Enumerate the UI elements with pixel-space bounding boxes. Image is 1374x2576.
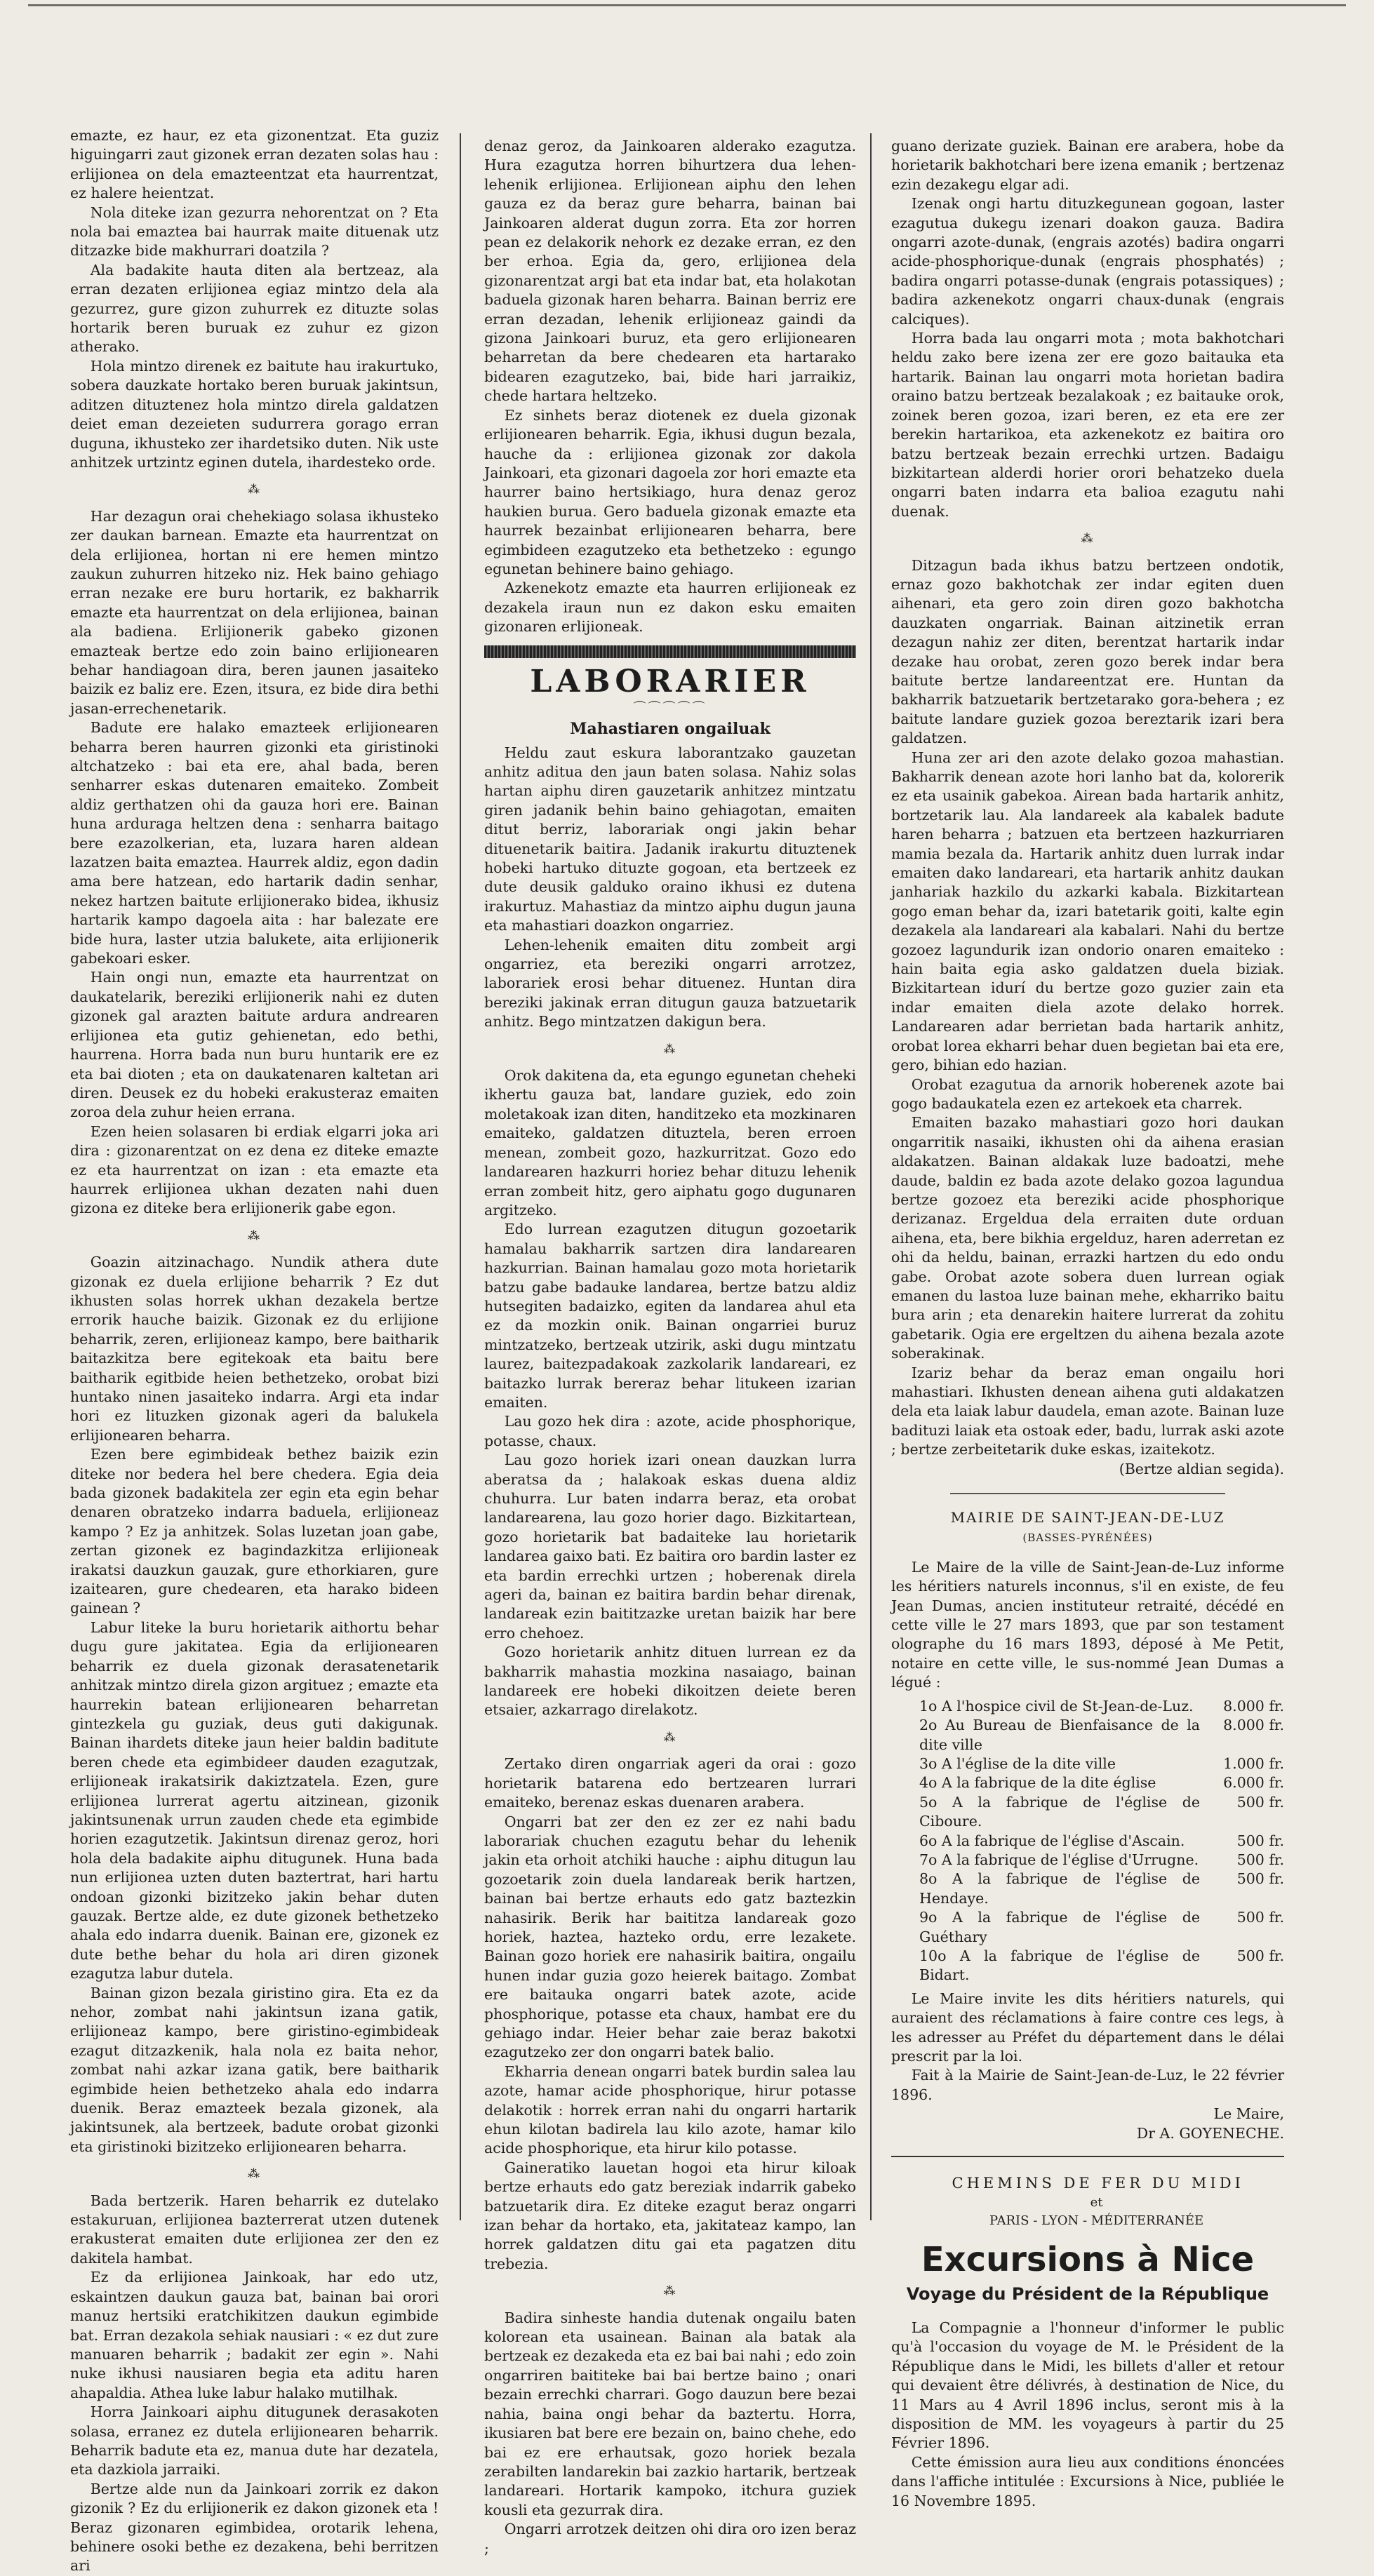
paragraph: Heldu zaut eskura laborantzako gauzetan anhitz aditua den jaun baten solasa. Nahiz solas hartan aiphu diren gauzetarik anhitzez mintzatu giren jadanik behin baino gehiagotan, emaiten ditut berriz, laborariak ongi jakin behar dituenetarik baitira. Jadanik irakurtu dituztenek hobeki hartuko dituzte gogoan, eta bertzeek ez dute deusik galduko oraino ikhusi ez dutena irakurtuz. Mahastiaz da mintzo aiphu dugun jauna eta mahastiari doazkon ongarriez. bbox=[484, 744, 856, 934]
paragraph: Bainan gizon bezala giristino gira. Eta ez da nehor, zombat nahi jakintsun izana gatik, erlijioneaz kampo, bere giristino-egimbideak ezagut ditzazkenik, hala nola ez baita nehor, zombat nahi azkar izana gatik, bere baitharik egimbide heien bethetzeko ahala edo indarra duenik. Beraz emazteek bezala gizonek, ala jakintsunek, ala bertzeek, badute orobat gizonki eta giristinoki bizitzeko erlijionearen beharra. bbox=[70, 1984, 439, 2155]
railway-title-2: PARIS - LYON - MÉDITERRANÉE bbox=[989, 2213, 1204, 2229]
paragraph: Huna zer ari den azote delako gozoa mahastian. Bakharrik denean azote hori lanho bat da, kolorerik ez eta usainik gabekoa. Airean bada hartarik anhitz, bortzetarik lau. Ala landareek ala kabalek badute haren beharra ; batzuen eta bertzeen hazkurriaren mamia bezala da. Hartarik anhitz duen lurrak indar emaiten dako landareari, eta hartarik anhitz daukan janhariak hazkilo du azkarki kabala. Bizkitartean gogo eman behar da, izari batetarik goiti, kalte egin dezakela ala landareari ala kabalari. Nahi du bertze gozoez lagundurik izan ondorio onaren emaiteko : hain baita egia asko galdatzen duela biziak. Bizkitartean idurí du bertze gozo guzier zain eta indar emaiten diela azote delako horrek. Landarearen adar berrietan bada hartarik anhitz, orobat lorea ekharri behar duen begietan bai eta ere, gero, bihian edo hazian. bbox=[891, 749, 1284, 1074]
column-1 bbox=[70, 126, 439, 2575]
bequest-amount: 500 fr. bbox=[1236, 1947, 1284, 1964]
paragraph: Gaineratiko lauetan hogoi eta hirur kiloak bertze erhauts edo gatz bereziak indarrik gabeko batzuetarik dira. Ez diteke ezagut beraz ongarri izan behar da hortako, eta, jakitateaz kampo, lan horrek galdatzen ditu gai eta pagatzen ditu trebezia. bbox=[484, 2159, 856, 2272]
paragraph: Fait à la Mairie de Saint-Jean-de-Luz, le 22 février 1896. bbox=[891, 2067, 1284, 2103]
section-separator-stars: ⁂ bbox=[663, 1042, 677, 1056]
paragraph: Nola diteke izan gezurra nehorentzat on ? Eta nola bai emaztea bai haurrak maite dituenak utz ditzazke bide makhurrari doatzila ? bbox=[70, 203, 439, 260]
paragraph: Orobat ezagutua da arnorik hoberenek azote bai gogo badaukatela ezen ez artekoek eta charrek. bbox=[891, 1075, 1284, 1112]
bequest-amount: 6.000 fr. bbox=[1223, 1774, 1284, 1792]
paragraph: Ala badakite hauta diten ala bertzeaz, ala erran dezaten erlijionea egiaz mintzo dela ala gezurrez, gure gizon zuhurrek ez dituzte solas hortarik beren buruak ez zuhur ez gizon atherako. bbox=[70, 261, 439, 356]
section-separator-stars: ⁂ bbox=[663, 2284, 677, 2299]
bequest-label: 8o A la fabrique de l'église de Hendaye. bbox=[919, 1870, 1200, 1907]
notice-title: MAIRIE DE SAINT-JEAN-DE-LUZ bbox=[950, 1509, 1225, 1527]
paragraph: Labur liteke la buru horietarik aithortu behar dugu gure jakitatea. Egia da erlijionearen beharrik ez duela gizonak derasatenetarik anhitzak mintzo direla gizon argituez ; emazte eta haurrekin batean erlijionearen beharretan gintezkela gu guziak, deus guti dakigunak. Bainan ihardets diteke jaun heier baldin baditute beren chede eta egimbideer dauden ezagutzak, erlijioneak irakatsirik dakiztzatela. Ezen, gure erlijionea lurrerat agertu aitzinean, gizonik jakintsunenak urrun zauden chede eta egimbide horien ezagutzetik. Jakintsun direnaz geroz, hori hola dela badakite aiphu ditugunek. Huna bada nun erlijionea uzten duten baztertrat, hari hartu ondoan gizonki bizitzeko jakin behar duten gauzak. Bertze alde, ez dute gizonek bethetzeko ahala edo indarra duenik. Bainan ere, gizonek ez dute bethe behar du hola ari diren gizonek ezagutza labur dutela. bbox=[70, 1618, 439, 1983]
paragraph: Edo lurrean ezagutzen ditugun gozoetarik hamalau bakharrik sartzen dira landarearen hazkurrian. Bainan hamalau gozo mota horietarik batzu gabe badauke landarea, bertze batzu aldiz hutsegiten badaizko, egiten da landarea ahul eta ez da mozkin onik. Bainan ongarriei buruz mintzatzeko, bertzeak utzirik, aski dugu mintzatu laurez, baitezpadakoak zazkolarik landareari, ez baitazko lurrak bereraz behar litukeen izarian emaiten. bbox=[484, 1221, 856, 1411]
paragraph: Har dezagun orai chehekiago solasa ikhusteko zer daukan barnean. Emazte eta haurrentzat on dela erlijionea, hortan ni ere hemen mintzo zaukun zuhurren hitzeko niz. Hek baino gehiago erran nezake ere buru hortarik, ez bakharrik emazte eta haurrentzat on dela erlijionea, bainan ala badiena. Erlijionerik gabeko gizonen emazteak bertze edo zoin baino erlijionearen behar handiagoan dira, beren jaunen jasaiteko baizik ez baliz ere. Ezen, itsura, ez bide dira bethi jasan-errechenetarik. bbox=[70, 507, 439, 717]
section-separator-stars: ⁂ bbox=[248, 1228, 261, 1243]
paragraph: Zertako diren ongarriak ageri da orai : gozo horietarik batarena edo bertzearen lurrari emaiteko, berenaz eskas duenaren arabera. bbox=[484, 1755, 856, 1811]
paragraph: Badira sinheste handia dutenak ongailu baten kolorean eta usainean. Bainan ala batak ala bertzeak ez dezakeda eta ez bai bai nahi ; edo zoin ongarriren baititeke bai bai bertze baino ; onari bezain errechki charrari. Gogo dauzun bere bezai nahia, baina ongi behar da baztertu. Horra, ikusiaren bat bere ere bezain on, baino chehe, edo bai ez ere erhautsak, gozo horiek bezala zerabilten landarekin bai zazkio hartarik, bertzeak landareari. Hortarik kampoko, itchura guziek kousli eta gezurrak dira. bbox=[484, 2309, 856, 2518]
bequest-list bbox=[919, 1697, 1284, 1985]
bequest-row bbox=[919, 1908, 1284, 1947]
bequest-row bbox=[919, 1716, 1284, 1755]
bequest-amount: 8.000 fr. bbox=[1223, 1717, 1284, 1734]
paragraph: Le Maire de la ville de Saint-Jean-de-Luz informe les héritiers naturels inconnus, s'il en existe, de feu Jean Dumas, ancien instituteur retraité, décédé en cette ville le 27 mars 1893, que par son testament olographe du 16 mars 1893, déposé à Me Petit, notaire en cette ville, le sus-nommé Jean Dumas a légué : bbox=[891, 1558, 1284, 1691]
bequest-label: 3o A l'église de la dite ville bbox=[919, 1755, 1116, 1772]
section-separator-stars: ⁂ bbox=[663, 1730, 677, 1745]
continuation-note: (Bertze aldian segida). bbox=[1119, 1460, 1284, 1477]
paragraph: guano derizate guziek. Bainan ere arabera, hobe da horietarik bakhotchari bere izena emanik ; bertzenaz ezin dezakegu elgar adi. bbox=[891, 137, 1284, 193]
separator-rule bbox=[891, 2156, 1284, 2157]
decorative-wave: ⌒⌒⌒⌒⌒ bbox=[633, 700, 707, 716]
paragraph: Cette émission aura lieu aux conditions énoncées dans l'affiche intitulée : Excursions à Nice, publiée le 16 Novembre 1895. bbox=[891, 2453, 1284, 2509]
bequest-row bbox=[919, 1851, 1284, 1870]
paragraph: Hola mintzo direnek ez baitute hau irakurtuko, sobera dauzkate hortako beren buruak jakintsun, aditzen dituztenez hola mintzo direla galdatzen deiet eman dezeieten sudurrera gorago erran duguna, ikhusteko zer ihardetsiko duten. Nik uste anhitzek urtzintz eginen dutela, ihardesteko orde. bbox=[70, 357, 439, 471]
notice-subtitle: (BASSES-PYRÉNÉES) bbox=[1022, 1531, 1153, 1545]
column-2 bbox=[484, 137, 856, 2557]
advert-headline: Excursions à Nice bbox=[921, 2240, 1255, 2280]
bequest-amount: 500 fr. bbox=[1236, 1909, 1284, 1926]
bequest-row bbox=[919, 1947, 1284, 1985]
paragraph: denaz geroz, da Jainkoaren alderako ezagutza. Hura ezagutza horren bihurtzera dua lehen-lehenik erlijionea. Erlijionean aiphu den lehen gauza ez da beraz gure beharra, bainan bai Jainkoaren alderat dugun zorra. Eta zor horren pean ez delakorik nehork ez dezake erran, ez den ber erhoa. Egia da, gero, erlijionea dela gizonarentzat argi bat eta indar bat, eta holakotan baduela gizonak haren beharra. Bainan berriz ere erran dezadan, lehenik erlijioneaz gaindi da gizona Jainkoari buruz, eta gero erlijionearen beharretan da bere chedearen eta hartarako bidearen ezagutzeko, bai, bide hari jarraikiz, chede hartara heltzeko. bbox=[484, 137, 856, 405]
paragraph: Ezen heien solasaren bi erdiak elgarri joka ari dira : gizonarentzat on ez dena ez diteke emazte ez eta haurrentzat on izan : eta emazte eta haurrek erlijionea ukhan dezaten nahi duen gizona ez diteke bera erlijionerik gabe egon. bbox=[70, 1122, 439, 1217]
bequest-label: 1o A l'hospice civil de St-Jean-de-Luz. bbox=[919, 1697, 1194, 1715]
article-title: Mahastiaren ongailuak bbox=[570, 719, 771, 738]
bequest-amount: 500 fr. bbox=[1236, 1870, 1284, 1888]
bequest-row bbox=[919, 1832, 1284, 1851]
paragraph: Ez da erlijionea Jainkoak, har edo utz, eskaintzen daukun gauza bat, bainan bai orori manuz hertsiki eratchikitzen daukun egimbide bat. Erran dezakola sehiak nausiari : « ez dut zure manuaren beharrik ; badakit zer egin ». Nahi nuke ikhusi nausiaren begia eta aditu haren ahapaldia. Athea luke labur halako mutilhak. bbox=[70, 2269, 439, 2401]
section-title-laborarier: LABORARIER bbox=[530, 663, 811, 699]
section-separator-stars: ⁂ bbox=[248, 483, 261, 497]
paragraph: Ongarri bat zer den ez zer ez nahi badu laborariak chuchen ezagutu behar du lehenik jakin eta orhoit atchiki hauche : aiphu ditugun lau gozoetarik zoin duela landareak berik hartzen, bainan bai bertze erhauts edo gatz baztezkin nahasirik. Berik har baititza landareak gozo horiek, haztea, hazteko ordu, erre lezakete. Bainan gozo horiek ere nahasirik baitira, ongailu hunen indar guzia gozo heierek baitago. Zombat ere baitauka ongarri batek azote, acide phosphorique, potasse eta chaux, hambat ere du gehiago indar. Heier behar zaie beraz bakotxi ezagutzeko zer don ongarri batek balio. bbox=[484, 1813, 856, 2061]
paragraph: Horra Jainkoari aiphu ditugunek derasakoten solasa, erranez ez dutela erlijionearen beharrik. Beharrik badute eta ez, manua dute har dezatela, eta dazkiola jarraiki. bbox=[70, 2403, 439, 2478]
signature-title: Le Maire, bbox=[1213, 2105, 1284, 2123]
paragraph: La Compagnie a l'honneur d'informer le public qu'à l'occasion du voyage de M. le Président de la République dans le Midi, les billets d'aller et retour qui devaient être délivrés, à destination de Nice, du 11 Mars au 4 Avril 1896 inclus, seront mis à la disposition de MM. les voyageurs à partir du 25 Février 1896. bbox=[891, 2319, 1284, 2452]
bequest-row bbox=[919, 1755, 1284, 1773]
bequest-row bbox=[919, 1793, 1284, 1832]
paragraph: Bada bertzerik. Haren beharrik ez dutelako estakuruan, erlijionea bazterrerat utzen dutenek erakusterat emaiten dute erlijionea zer den ez dakitela hambat. bbox=[70, 2192, 439, 2267]
page-top-rule bbox=[28, 4, 1346, 6]
railway-title: CHEMINS DE FER DU MIDI bbox=[952, 2175, 1244, 2192]
bequest-row bbox=[919, 1870, 1284, 1908]
paragraph: Le Maire invite les dits héritiers naturels, qui auraient des réclamations à faire contre ces legs, à les adresser au Préfet du département dans le délai prescrit par la loi. bbox=[891, 1990, 1284, 2065]
bequest-amount: 1.000 fr. bbox=[1223, 1755, 1284, 1772]
advert-subheadline: Voyage du Président de la République bbox=[906, 2284, 1269, 2305]
paragraph: Bertze alde nun da Jainkoari zorrik ez dakon gizonik ? Ez du erlijionerik ez dakon gizonek eta ! Beraz gizonaren egimbidea, orotarik lehena, behinere osoki bethe ez dezakena, behi berritzen ari bbox=[70, 2480, 439, 2575]
bequest-label: 4o A la fabrique de la dite église bbox=[919, 1774, 1156, 1792]
bequest-label: 7o A la fabrique de l'église d'Urrugne. bbox=[919, 1851, 1199, 1868]
paragraph: Izenak ongi hartu dituzkegunean gogoan, laster ezagutua dukegu izenari doakon gauza. Badira ongarri azote-dunak, (engrais azotés) badira ongarri acide-phosphorique-dunak (engrais phosphatés) ; badira ongarri potasse-dunak (engrais potassiques) ; badira azkenekotz ongarri chaux-dunak (engrais calciques). bbox=[891, 195, 1284, 328]
paragraph: Ekharria denean ongarri batek burdin salea lau azote, hamar acide phosphorique, hirur potasse delakotik : horrek erran nahi du ongarri hartarik ehun kilotan badirela lau kilo azote, hamar kilo acide phosphorique, eta hirur kilo potasse. bbox=[484, 2062, 856, 2157]
section-separator-stars: ⁂ bbox=[248, 2167, 261, 2182]
paragraph: Ongarri arrotzek deitzen ohi dira oro izen beraz ; bbox=[484, 2521, 856, 2557]
separator-rule bbox=[950, 1493, 1225, 1494]
bequest-amount: 8.000 fr. bbox=[1223, 1697, 1284, 1715]
paragraph: Ez sinhets beraz diotenek ez duela gizonak erlijionearen beharrik. Egia, ikhusi dugun bezala, hauche da : erlijionea gizonak zor dakola Jainkoari, eta gizonari dagoela zor hori emazte eta haurrer baino hertsikiago, hura denaz geroz haukien burua. Gero baduela gizonak emazte eta haurrek bezainbat erlijionearen beharra, bere egimbideen ezagutzeko eta bethetzeko : egungo egunetan behinere baino gehiago. bbox=[484, 406, 856, 577]
bequest-row bbox=[919, 1697, 1284, 1716]
signature-name: Dr A. GOYENECHE. bbox=[1136, 2124, 1284, 2142]
paragraph: Azkenekotz emazte eta haurren erlijioneak ez dezakela iraun nun ez dakon esku emaiten gizonaren erlijioneak. bbox=[484, 579, 856, 636]
bequest-row bbox=[919, 1773, 1284, 1792]
column-divider-1 bbox=[460, 133, 461, 2220]
bequest-label: 10o A la fabrique de l'église de Bidart. bbox=[919, 1947, 1200, 1984]
paragraph: Ezen bere egimbideak bethez baizik ezin diteke nor bedera hel bere chedera. Egia deia bada gizonek badakitela zer egin eta egin behar denaren obratzeko indarra baduela, erlijioneaz kampo ? Ez ja anhitzek. Solas luzetan joan gabe, zertan gizonek ez bagindazkitza erlijioneak irakatsi dauzkun gauzak, gure ethorkiaren, gure izaitearen, gure chedearen, eta harako bideen gainean ? bbox=[70, 1446, 439, 1617]
section-separator-stars: ⁂ bbox=[1081, 532, 1095, 546]
paragraph: Ditzagun bada ikhus batzu bertzeen ondotik, ernaz gozo bakhotchak zer indar egiten duen aihenari, eta gero zoin diren gozo bakhotcha dauzkaten ongarriak. Bainan aitzinetik erran dezagun nahiz zer diten, berentzat hartarik indar dezake hau orobat, zeren gozo berek indar bera baitute bertze landareentzat ere. Huntan da bakharrik batzuetarik bertzetarako gora-behera ; ez baitute landare guziek gozoa bereztarik izari bera galdatzen. bbox=[891, 556, 1284, 747]
paragraph: Lau gozo horiek izari onean dauzkan lurra aberatsa da ; halakoak eskas duena aldiz chuhurra. Lur baten indarra beraz, eta orobat landarearena, lau gozo horier dago. Bizkitartean, gozo horietarik bat badaiteke lau horietarik landarea gaixo bati. Ez baitira oro bardin laster ez eta bardin errechki urtzen ; hoberenak direla ageri da, bainan ez baitira bardin behar direnak, landareak ezin baititzazke uretan baizik har bere erro chehoez. bbox=[484, 1451, 856, 1642]
bequest-amount: 500 fr. bbox=[1236, 1832, 1284, 1849]
column-3 bbox=[891, 137, 1284, 2509]
bequest-label: 2o Au Bureau de Bienfaisance de la dite ville bbox=[919, 1717, 1200, 1753]
paragraph: Gozo horietarik anhitz dituen lurrean ez da bakharrik mahastia mozkina nasaiago, bainan landareek ere hobeki dikoitzen deiete beren etsaier, azkarrago direlakotz. bbox=[484, 1644, 856, 1719]
paragraph: Orok dakitena da, eta egungo egunetan cheheki ikhertu gauza bat, landare guziek, edo zoin moletakoak izan diten, handitzeko eta mozkinaren emaiteko, galdatzen dituztela, beren erroen menean, zombeit gozo, hazkurritzat. Gozo edo landarearen hazkurri horiez behar dituzu lehenik erran zombeit hitz, gero aiphatu gogo dugunaren argitzeko. bbox=[484, 1067, 856, 1219]
paragraph: emazte, ez haur, ez eta gizonentzat. Eta guziz higuingarri zaut gizonek erran dezaten solas hau : erlijionea on dela emazteentzat eta haurrentzat, ez halere heientzat. bbox=[70, 127, 439, 202]
railway-conjunction: et bbox=[1090, 2195, 1103, 2211]
bequest-label: 9o A la fabrique de l'église de Guéthary bbox=[919, 1909, 1200, 1945]
section-header-rule bbox=[484, 645, 856, 658]
bequest-label: 6o A la fabrique de l'église d'Ascain. bbox=[919, 1832, 1185, 1849]
paragraph: Lehen-lehenik emaiten ditu zombeit argi ongarriez, eta bereziki ongarri arrotzez, laborariek erosi behar dituenez. Huntan dira bereziki jakinak erran ditugun gauza batzuetarik anhitz. Bego mintzatzen dakigun bera. bbox=[484, 936, 856, 1031]
paragraph: Badute ere halako emazteek erlijionearen beharra beren haurren gizonki eta giristinoki altchatzeko : bai eta ere, ahal bada, beren senharrer eskas dutenaren emaiteko. Zombeit aldiz gerthatzen ohi da gauza hori ere. Bainan huna arduraga heltzen dena : senharra baitago bere ezazolkerian, eta, luzara haren aldean lazatzen baita emaztea. Haurrek aldiz, egon dadin ama bere hatzean, edo hartarik dadin senhar, nekez hartzen baitute erlijionerako bidea, ikhusiz hartarik kampo dagoela aita : har balezate ere bide hura, laster utzia balukete, aita erlijionerik gabekoari esker. bbox=[70, 719, 439, 967]
paragraph: Lau gozo hek dira : azote, acide phosphorique, potasse, chaux. bbox=[484, 1413, 856, 1449]
bequest-amount: 500 fr. bbox=[1236, 1851, 1284, 1868]
paragraph: Izariz behar da beraz eman ongailu hori mahastiari. Ikhusten denean aihena guti aldakatzen dela eta laiak labur daudela, eman azote. Bainan luze badituzi laiak eta ostoak eder, badu, lurrak aski azote ; bertze zerbeitetarik duke eskas, izaitekotz. bbox=[891, 1364, 1284, 1458]
bequest-amount: 500 fr. bbox=[1236, 1793, 1284, 1811]
paragraph: Goazin aitzinachago. Nundik athera dute gizonak ez duela erlijione beharrik ? Ez dut ikhusten solas horrek ukhan dezakela bertze errorik hauche baizik. Gizonak ez du erlijione beharrik, zeren, erlijioneaz kampo, bere baitharik baitazkitza bere egitekoak eta baitu bere baitharik egitbide heien bethetzeko, orobat bizi huntako ninen jasaiteko indarra. Argi eta indar hori ez lituzken gizonak ageri da balukela erlijionearen beharra. bbox=[70, 1254, 439, 1444]
bequest-label: 5o A la fabrique de l'église de Ciboure. bbox=[919, 1793, 1200, 1830]
paragraph: Emaiten bazako mahastiari gozo hori daukan ongarritik nasaiki, ikhusten ohi da aihena erasian aldakatzen. Bainan aldakak luze badoatzi, mehe daude, baldin ez bada azote delako gozoa lagundua bertze gozoez eta bereziki acide phosphorique derizanaz. Ergeldua dela erraiten dute orduan aihena, eta, bere bikhia ergelduz, haren aderretan ez ohi da heldu, bainan, errazki hartzen du edo ondu gabe. Orobat azote sobera duen lurrean ogiak emanen du lastoa luze bainan mehe, ekharriko baitu bura arin ; eta denarekin haitere lurrerat da zohitu gabetarik. Ogia ere ergeltzen du aihena bezala azote soberakinak. bbox=[891, 1114, 1284, 1362]
paragraph: Horra bada lau ongarri mota ; mota bakhotchari heldu zako bere izena zer ere gozo baitauka eta hartarik. Bainan lau ongarri mota horietan badira oraino batzu bertzeak bezalakoak ; ez baitauke orok, zoinek beren gozoa, izari beren, ez eta ere zer berekin hartarikoa, eta azkenekotz ez baitira oro batzu bertzeak bezain errechki urtzen. Badaigu bizkitartean alderdi horier orori behatzeko duela ongarri baten indarra eta balioa ezagutu nahi duenak. bbox=[891, 330, 1284, 520]
paragraph: Hain ongi nun, emazte eta haurrentzat on daukatelarik, bereziki erlijionerik nahi ez duten gizonek gal arazten baitute ardura andrearen erlijionea eta gutiz gehienetan, edo bethi, haurrena. Horra bada nun buru huntarik ere ez eta bai dioten ; eta on daukatenaren kaltetan ari diren. Deusek ez du hobeki erakusteraz emaiten zoroa dela zuhur heien errana. bbox=[70, 969, 439, 1121]
column-divider-2 bbox=[870, 133, 872, 2220]
